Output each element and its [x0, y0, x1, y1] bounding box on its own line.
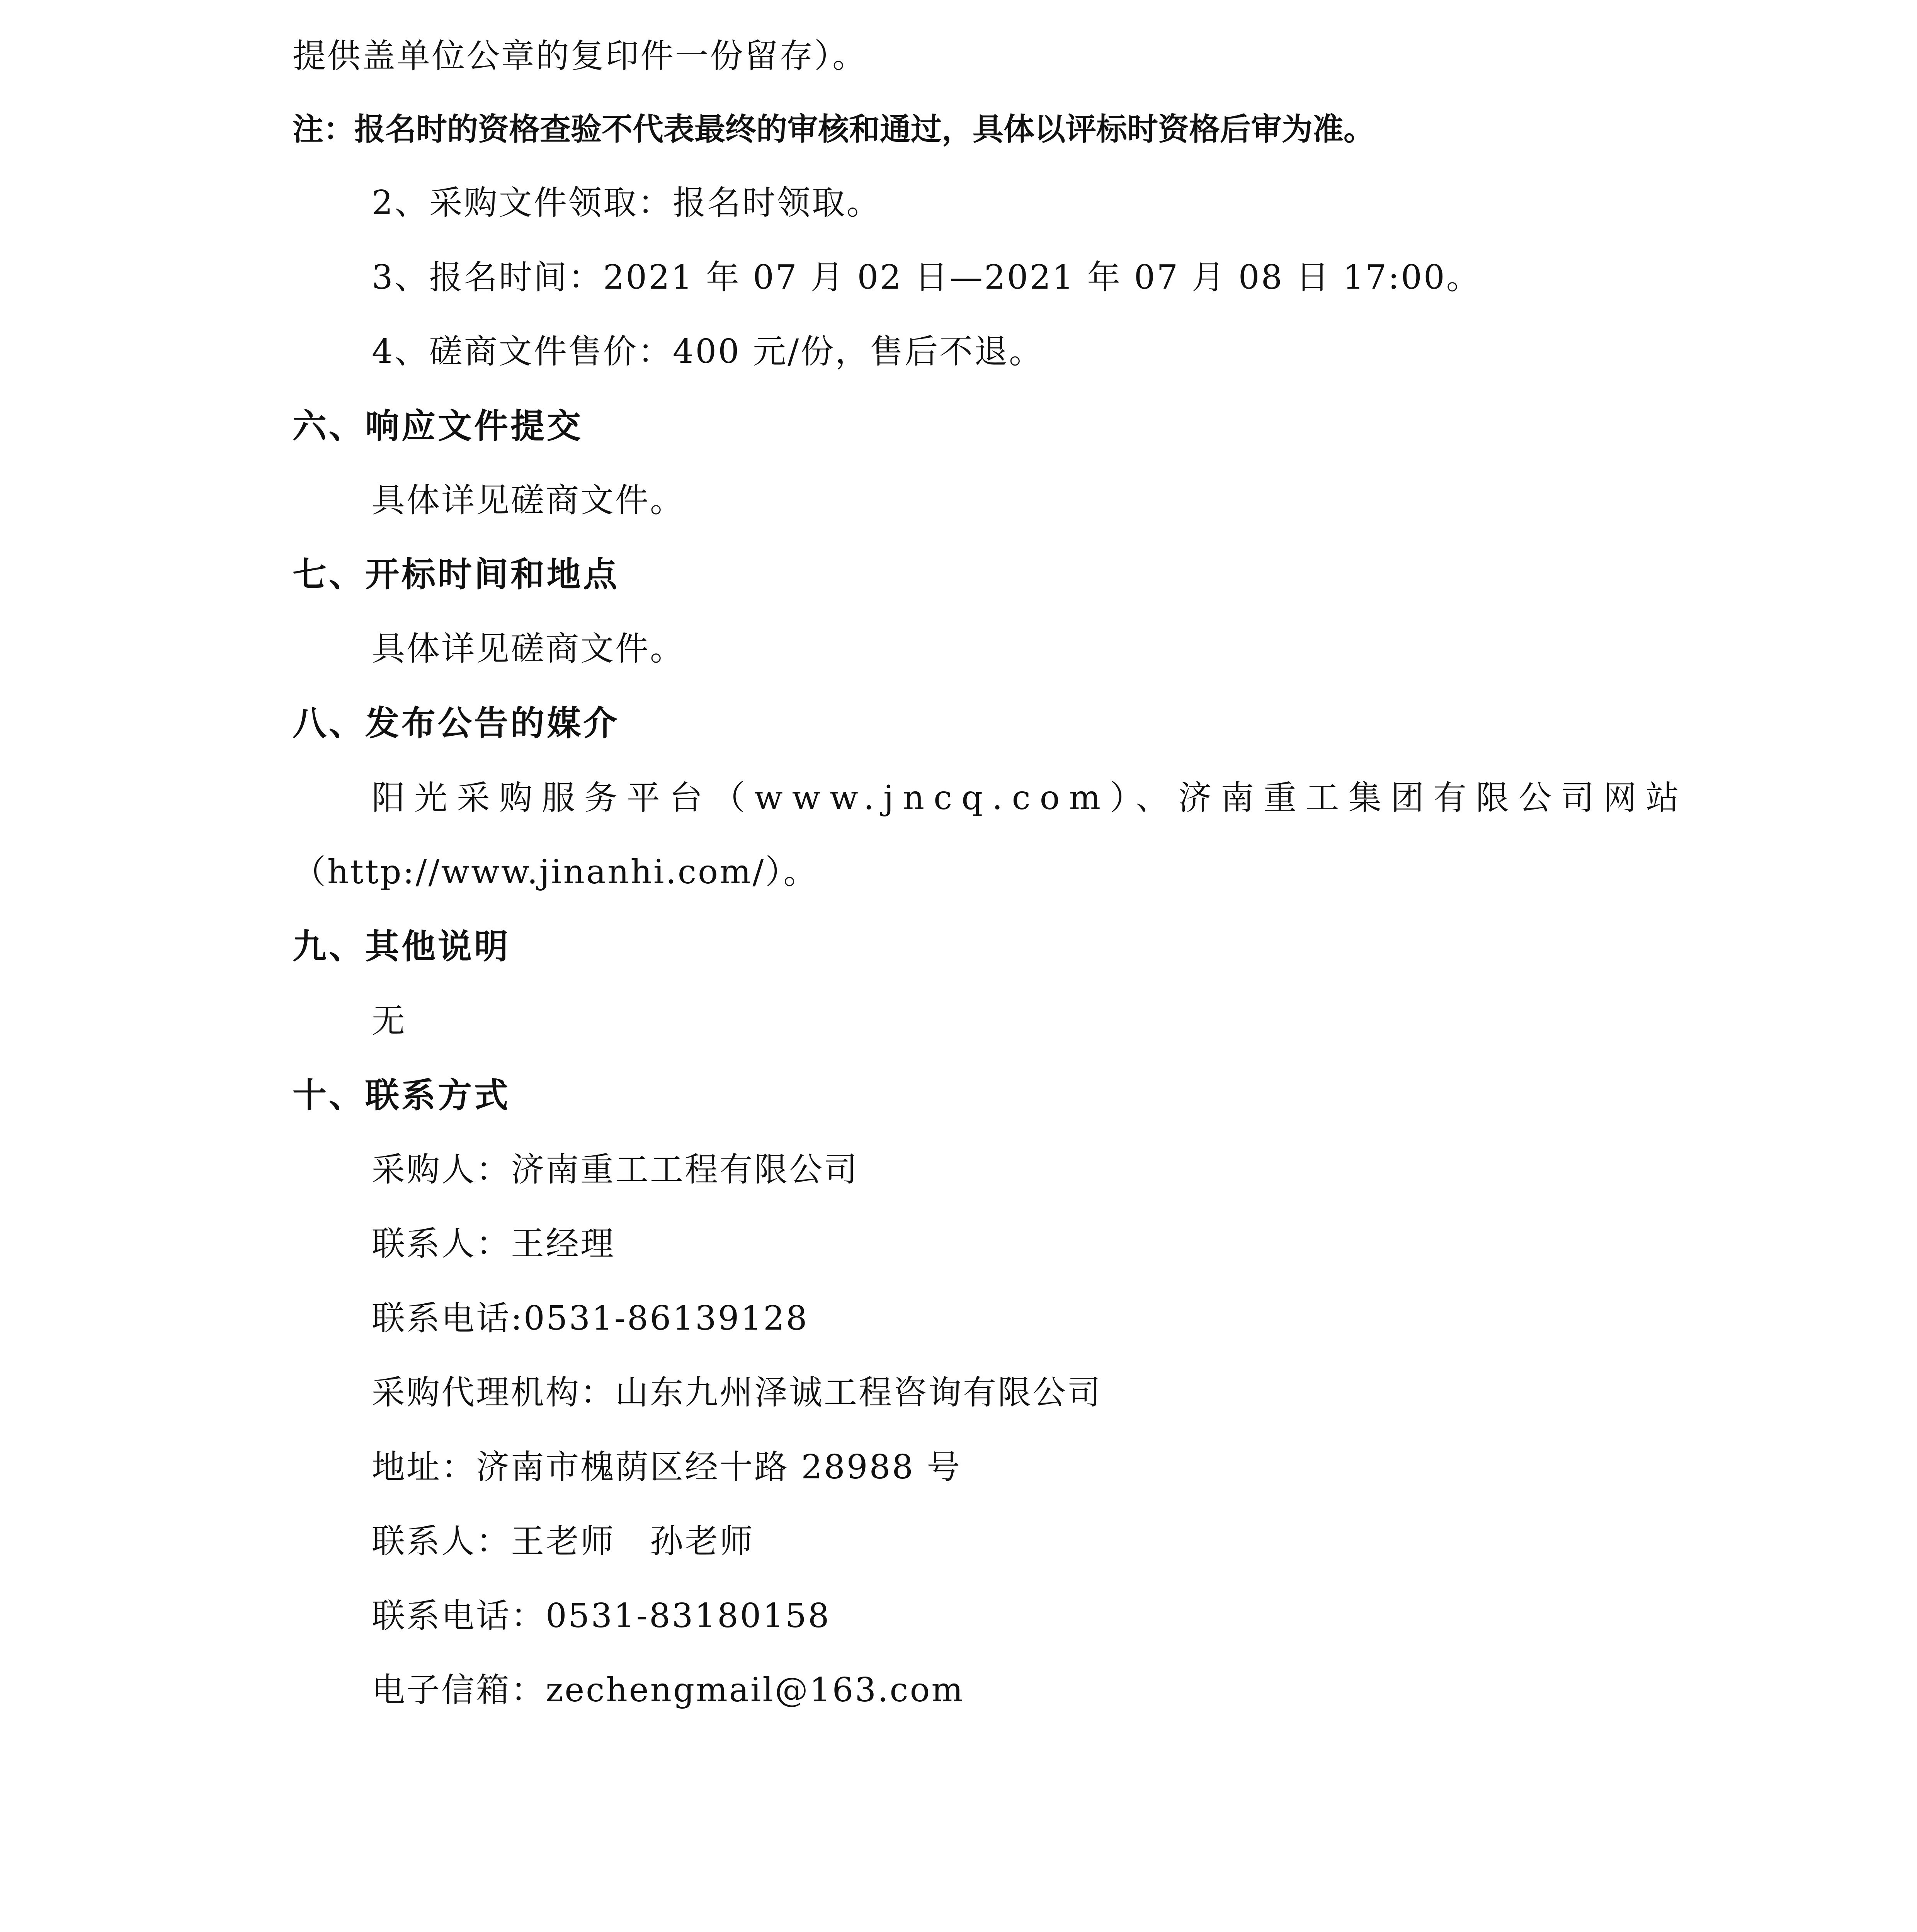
contact-purchaser-person: 联系人：王经理 — [372, 1225, 615, 1263]
text-publication-platforms: 阳光采购服务平台（www.jncq.com）、济南重工集团有限公司网站 — [372, 779, 1689, 817]
text-see-documents-2: 具体详见磋商文件。 — [372, 629, 685, 668]
item-document-collection: 2、采购文件领取：报名时领取。 — [372, 184, 881, 222]
contact-purchaser: 采购人：济南重工工程有限公司 — [372, 1150, 859, 1189]
contact-agency-phone: 联系电话：0531-83180158 — [372, 1597, 831, 1635]
contact-purchaser-phone: 联系电话:0531-86139128 — [372, 1299, 809, 1338]
section-heading-contact: 十、联系方式 — [293, 1075, 511, 1115]
contact-agency-persons: 联系人：王老师 孙老师 — [372, 1522, 754, 1561]
text-see-documents-1: 具体详见磋商文件。 — [372, 481, 685, 520]
section-heading-publication-media: 八、发布公告的媒介 — [293, 703, 620, 743]
text-publication-website: （http://www.jinanhi.com/）。 — [293, 853, 818, 891]
contact-agency-address: 地址：济南市槐荫区经十路 28988 号 — [372, 1448, 962, 1486]
section-heading-response-submission: 六、响应文件提交 — [293, 406, 583, 446]
item-registration-time: 3、报名时间：2021 年 07 月 02 日—2021 年 07 月 08 日 17:00。 — [372, 258, 1481, 297]
qualification-note: 注：报名时的资格查验不代表最终的审核和通过，具体以评标时资格后审为准。 — [293, 111, 1374, 147]
text-line-stamp-copy: 提供盖单位公章的复印件一份留存）。 — [293, 37, 867, 75]
contact-agency: 采购代理机构：山东九州泽诚工程咨询有限公司 — [372, 1373, 1102, 1412]
item-document-price: 4、磋商文件售价：400 元/份，售后不退。 — [372, 332, 1044, 371]
section-heading-opening-time-place: 七、开标时间和地点 — [293, 554, 620, 594]
section-heading-other-notes: 九、其他说明 — [293, 927, 511, 966]
contact-agency-email: 电子信箱：zechengmail@163.com — [372, 1671, 964, 1709]
text-other-notes: 无 — [372, 1002, 407, 1040]
